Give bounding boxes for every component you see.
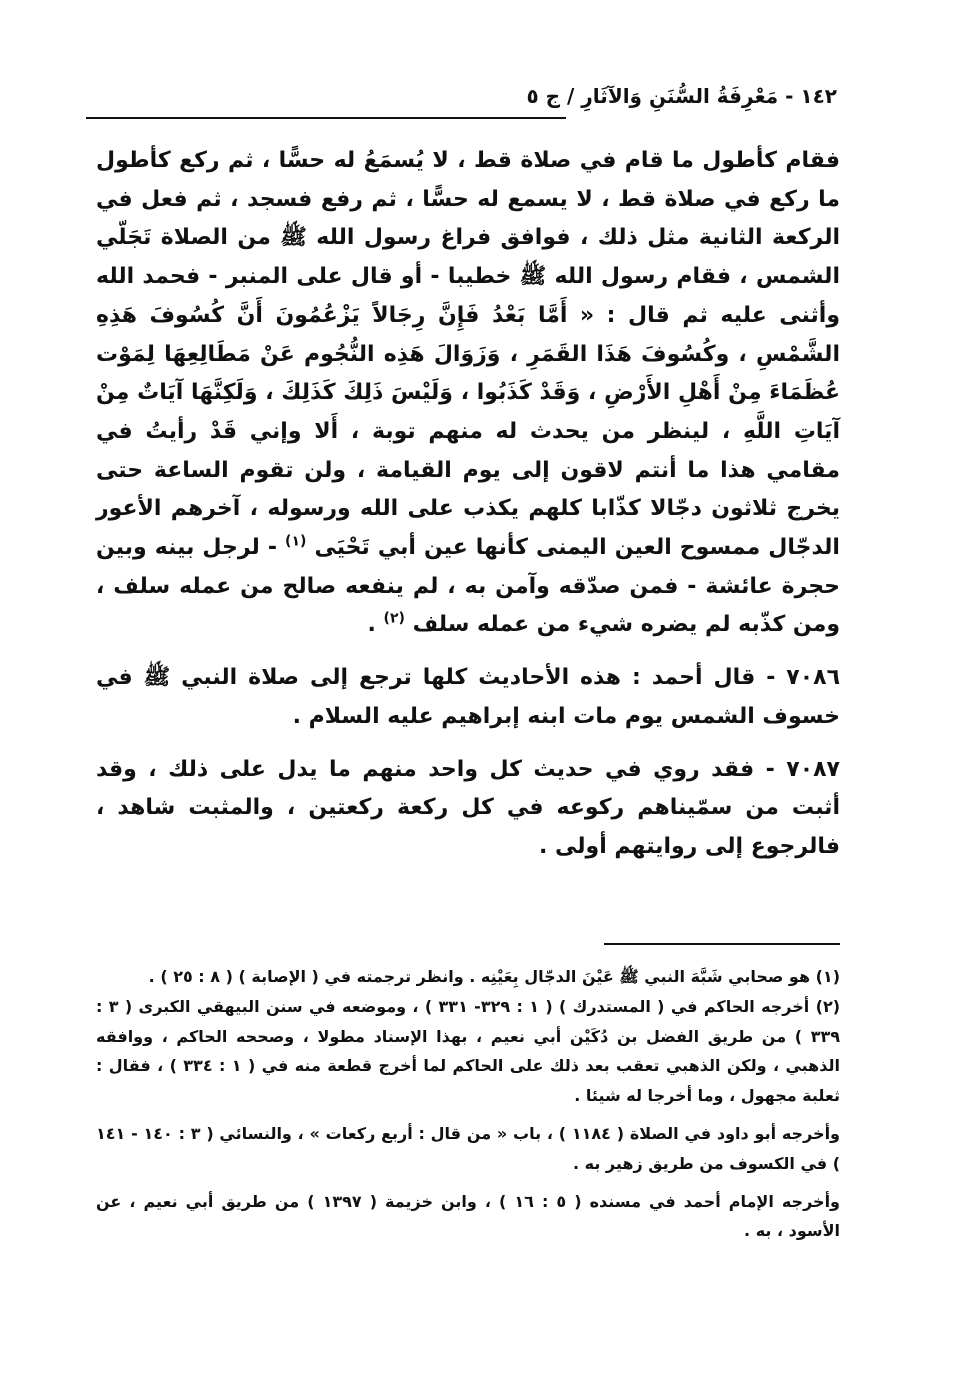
footnote-rule [604,943,840,945]
footnote-ref-1[interactable]: (١) [285,533,307,550]
paragraph-7087 [96,751,840,867]
paragraph-7086 [96,659,840,736]
footnote-2: (٢) أخرجه الحاكم في ( المستدرك ) ( ١ : ٣٢٩- ٣٣١ ) ، وموضعه في سنن البيهقي الكبرى ( ٣ : ٣٣٩ ) من طريق الفضل بن دُكَيْن أبي نعيم ، بهذا الإسناد مطولا ، وصححه الحاكم ، ووافقه الذهبي ، ولكن الذهبي تعقب بعد ذلك على الحاكم لما أخرج قطعة منه في ( ١ : ٣٣٤ ) ، فقال : ثعلبة مجهول ، وما أخرجا له شيئا . [96,996,841,1106]
footnote-2-abu-dawud: وأخرجه أبو داود في الصلاة ( ١١٨٤ ) ، باب « من قال : أربع ركعات » ، والنسائي ( ٣ : ١٤٠ - ١٤١ ) في الكسوف من طريق زهير به . [96,1123,840,1173]
narration-text: فقام كأطول ما قام في صلاة قط ، لا يُسمَعُ له حسًّا ، ثم ركع كأطول ما ركع في صلاة قط ، لا يسمع له حسًّا ، ثم رفع فسجد ، ثم فعل في الركعة الثانية مثل ذلك ، فوافق فراغ رسول الله ﷺ من الصلاة تَجَلّي الشمس ، فقام رسول الله ﷺ خطيبا - أو قال على المنبر - فحمد الله وأثنى عليه ثم قال : « أَمَّا بَعْدُ فَإِنَّ رِجَالاً يَزْعُمُونَ أَنَّ كُسُوفَ هَذِهِ الشَّمْسِ ، وكُسُوفَ هَذَا القَمَرِ ، وَزَوَالَ هَذِه النُّجُوم عَنْ مَطَالِعِهَا لِمَوْت عُظَمَاءَ مِنْ أَهْلِ الأَرْضِ ، وَقَدْ كَذَبُوا ، وَلَيْسَ ذَلِكَ كَذَلِكَ ، وَلَكِنَّهَا آيَاتٌ مِنْ آيَاتِ اللَّهِ ، لينظر من يحدث له منهم توبة ، أَلا وإني قَدْ رأيتُ في مقامي هذا ما أنتم لاقون إلى يوم القيامة ، ولن تقوم الساعة حتى يخرج ثلاثون دجّالا كذّابا كلهم يكذب على الله ورسوله ، آخرهم الأعور الدجّال ممسوح العين اليمنى كأنها عين أبي تَحْيَى [96,148,840,561]
paragraph-text: قال أحمد : هذه الأحاديث كلها ترجع إلى صلاة النبي ﷺ في خسوف الشمس يوم مات ابنه إبراهيم عليه السلام . [96,665,840,729]
paragraph-text: فقد روي في حديث كل واحد منهم ما يدل على ذلك ، وقد أثبت من سمّيناهم ركوعه في كل ركعة ركعتين ، والمثبت شاهد ، فالرجوع إلى روايتهم أولى . [96,756,840,859]
footnote-2-ahmad: وأخرجه الإمام أحمد في مسنده ( ٥ : ١٦ ) ، وابن خزيمة ( ١٣٩٧ ) من طريق أبي نعيم ، عن الأسود ، به . [96,1191,841,1241]
running-header: ١٤٢ - مَعْرِفَةُ السُّنَنِ وَالآثَارِ / ج ٥ [526,84,837,108]
paragraph-number: ٧٠٨٧ - [765,756,840,782]
header-rule [86,117,566,119]
narration-end: . [367,612,376,638]
footnote-ref-2[interactable]: (٢) [383,611,405,628]
narration-text-continued: - لرجل بينه وبين حجرة عائشة - فمن صدّقه وآمن به ، لم ينفعه صالح من عمله سلف ، ومن كذّبه لم يضره شيء من عمله سلف [96,535,840,638]
hadith-narration [96,142,840,645]
main-text [96,142,840,867]
paragraph-number: ٧٠٨٦ - [766,665,840,691]
footnotes [96,962,840,1246]
footnote-1: (١) هو صحابي شَبَّهَ النبي ﷺ عَيْنَ الدجّال بِعَيْنِه . وانظر ترجمته في ( الإصابة ) ( ٨ : ٢٥ ) . [148,967,840,986]
